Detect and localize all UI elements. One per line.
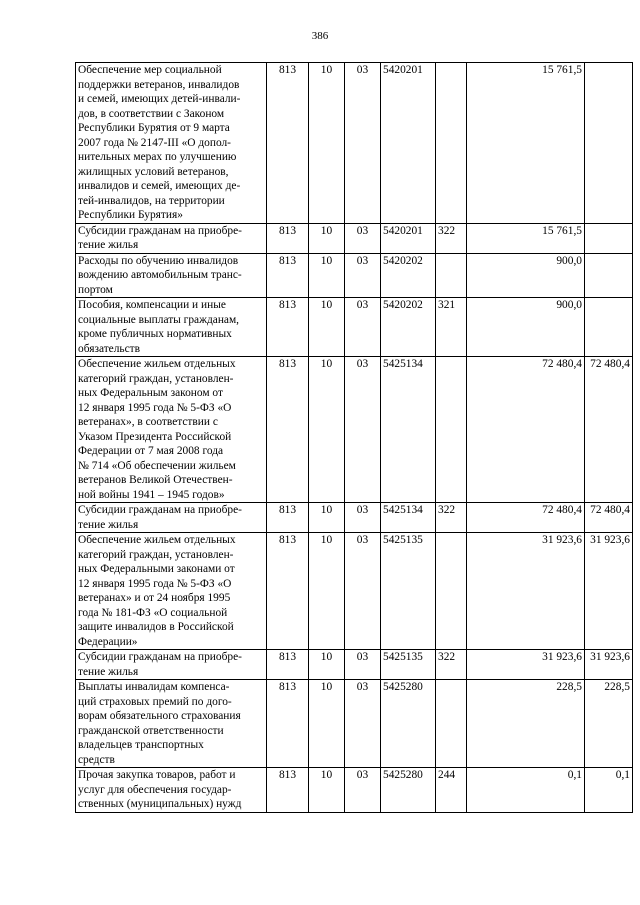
cell-amount-2: 0,1 <box>585 768 633 813</box>
cell-subsection: 03 <box>345 650 381 680</box>
cell-section: 10 <box>309 63 345 224</box>
cell-amount-1: 15 761,5 <box>467 223 585 253</box>
cell-section: 10 <box>309 357 345 503</box>
cell-target-article: 5425134 <box>381 357 436 503</box>
cell-name: Расходы по обучению инвалидов вождению автомобильным транс- портом <box>76 253 267 298</box>
cell-name: Обеспечение жильем отдельных категорий граждан, установлен- ных Федеральным законом от 12 января 1995 года № 5-ФЗ «О ветеранах», в соответствии с Указом Президента Российской Федерации от 7 мая 2008 года № 714 «Об обеспечении жильем ветеранов Великой Отечествен- ной войны 1941 – 1945 годов» <box>76 357 267 503</box>
cell-expense-type: 322 <box>436 650 467 680</box>
cell-expense-type: 322 <box>436 223 467 253</box>
cell-name: Обеспечение мер социальной поддержки ветеранов, инвалидов и семей, имеющих детей-инвали- дов, в соответствии с Законом Республики Бурятия от 9 марта 2007 года № 2147-III «О допол- нительных мерах по улучшению жилищных условий ветеранов, инвалидов и семей, имеющих де- тей-инвалидов, на территории Республики Бурятия» <box>76 63 267 224</box>
cell-org-code: 813 <box>267 533 309 650</box>
cell-org-code: 813 <box>267 503 309 533</box>
cell-org-code: 813 <box>267 253 309 298</box>
cell-section: 10 <box>309 253 345 298</box>
cell-amount-2: 228,5 <box>585 680 633 768</box>
cell-amount-2: 72 480,4 <box>585 503 633 533</box>
table-row <box>76 223 633 253</box>
cell-section: 10 <box>309 650 345 680</box>
cell-amount-1: 31 923,6 <box>467 533 585 650</box>
cell-subsection: 03 <box>345 253 381 298</box>
cell-name: Субсидии гражданам на приобре- тение жилья <box>76 650 267 680</box>
cell-expense-type: 321 <box>436 298 467 357</box>
cell-amount-2: 31 923,6 <box>585 533 633 650</box>
cell-amount-1: 0,1 <box>467 768 585 813</box>
cell-amount-2 <box>585 63 633 224</box>
cell-target-article: 5420201 <box>381 63 436 224</box>
cell-subsection: 03 <box>345 533 381 650</box>
table-row <box>76 253 633 298</box>
cell-section: 10 <box>309 298 345 357</box>
cell-section: 10 <box>309 223 345 253</box>
cell-section: 10 <box>309 768 345 813</box>
cell-expense-type: 244 <box>436 768 467 813</box>
cell-target-article: 5425135 <box>381 650 436 680</box>
cell-org-code: 813 <box>267 357 309 503</box>
cell-expense-type <box>436 680 467 768</box>
table-row <box>76 357 633 503</box>
cell-name: Обеспечение жильем отдельных категорий граждан, установлен- ных Федеральными законами от 12 января 1995 года № 5-ФЗ «О ветеранах» и от 24 ноября 1995 года № 181-ФЗ «О социальной защите инвалидов в Российской Федерации» <box>76 533 267 650</box>
table-row <box>76 298 633 357</box>
cell-subsection: 03 <box>345 357 381 503</box>
budget-table <box>75 62 633 813</box>
cell-expense-type: 322 <box>436 503 467 533</box>
cell-section: 10 <box>309 503 345 533</box>
cell-name: Субсидии гражданам на приобре- тение жилья <box>76 503 267 533</box>
cell-section: 10 <box>309 533 345 650</box>
cell-expense-type <box>436 63 467 224</box>
table-row <box>76 503 633 533</box>
cell-org-code: 813 <box>267 650 309 680</box>
cell-amount-1: 15 761,5 <box>467 63 585 224</box>
cell-amount-2 <box>585 253 633 298</box>
cell-amount-1: 72 480,4 <box>467 357 585 503</box>
cell-org-code: 813 <box>267 223 309 253</box>
cell-expense-type <box>436 253 467 298</box>
table-row <box>76 533 633 650</box>
cell-amount-1: 900,0 <box>467 298 585 357</box>
cell-name: Прочая закупка товаров, работ и услуг для обеспечения государ- ственных (муниципальных) нужд <box>76 768 267 813</box>
cell-org-code: 813 <box>267 298 309 357</box>
cell-org-code: 813 <box>267 63 309 224</box>
cell-target-article: 5425280 <box>381 768 436 813</box>
cell-target-article: 5425280 <box>381 680 436 768</box>
cell-target-article: 5420201 <box>381 223 436 253</box>
cell-amount-1: 900,0 <box>467 253 585 298</box>
cell-amount-2 <box>585 223 633 253</box>
cell-name: Субсидии гражданам на приобре- тение жилья <box>76 223 267 253</box>
cell-subsection: 03 <box>345 680 381 768</box>
cell-org-code: 813 <box>267 768 309 813</box>
cell-subsection: 03 <box>345 768 381 813</box>
cell-amount-2 <box>585 298 633 357</box>
cell-amount-2: 72 480,4 <box>585 357 633 503</box>
cell-target-article: 5425134 <box>381 503 436 533</box>
cell-subsection: 03 <box>345 503 381 533</box>
table-row <box>76 680 633 768</box>
cell-target-article: 5420202 <box>381 253 436 298</box>
cell-subsection: 03 <box>345 223 381 253</box>
cell-expense-type <box>436 357 467 503</box>
page-number: 386 <box>311 30 329 42</box>
cell-expense-type <box>436 533 467 650</box>
cell-section: 10 <box>309 680 345 768</box>
cell-amount-1: 72 480,4 <box>467 503 585 533</box>
table-row <box>76 768 633 813</box>
cell-amount-2: 31 923,6 <box>585 650 633 680</box>
cell-amount-1: 31 923,6 <box>467 650 585 680</box>
cell-subsection: 03 <box>345 298 381 357</box>
table-row <box>76 63 633 224</box>
table-row <box>76 650 633 680</box>
cell-name: Пособия, компенсации и иные социальные выплаты гражданам, кроме публичных нормативных обязательств <box>76 298 267 357</box>
cell-target-article: 5420202 <box>381 298 436 357</box>
budget-table-body <box>76 63 633 813</box>
cell-target-article: 5425135 <box>381 533 436 650</box>
cell-name: Выплаты инвалидам компенса- ций страховых премий по дого- ворам обязательного страхования гражданской ответственности владельцев транспортных средств <box>76 680 267 768</box>
cell-org-code: 813 <box>267 680 309 768</box>
cell-subsection: 03 <box>345 63 381 224</box>
cell-amount-1: 228,5 <box>467 680 585 768</box>
